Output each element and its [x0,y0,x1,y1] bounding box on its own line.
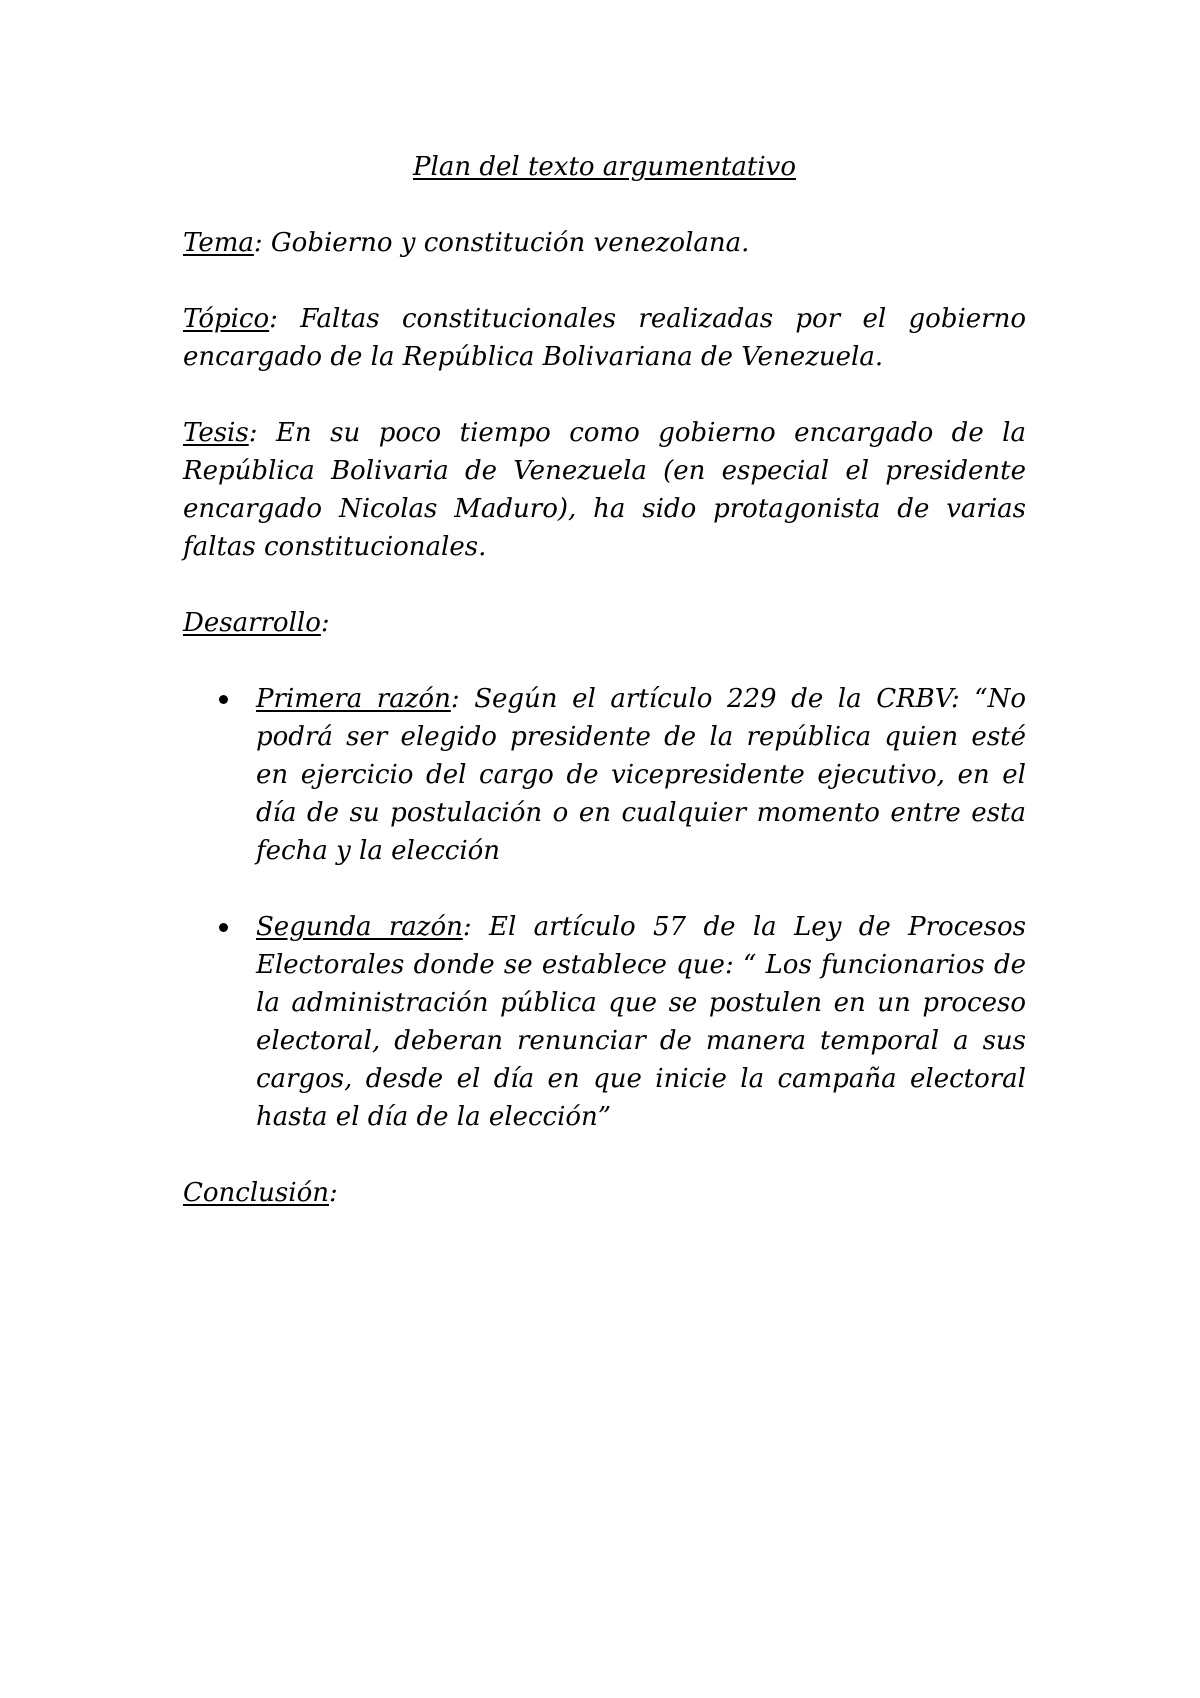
tema-label: Tema [183,228,254,258]
reason-text: Según el artículo 229 de la CRBV: “No podrá ser elegido presidente de la república quien esté en ejercicio del cargo de vicepresidente ejecutivo, en el día de su postulación o en cualquier momento entre esta fecha y la elección [256,684,1026,866]
tesis-paragraph: Tesis: En su poco tiempo como gobierno encargado de la República Bolivaria de Venezuela (en especial el presidente encargado Nicolas Maduro), ha sido protagonista de varias faltas constitucionales. [183,418,1026,562]
desarrollo-label: Desarrollo [183,608,321,638]
desarrollo-list [183,680,1026,1136]
topico-text: Faltas constitucionales realizadas por el gobierno encargado de la República Bolivariana de Venezuela. [183,304,1026,372]
tema-text: Gobierno y constitución venezolana. [270,228,750,258]
topico-paragraph: Tópico: Faltas constitucionales realizadas por el gobierno encargado de la República Bolivariana de Venezuela. [183,304,1026,372]
topico-label: Tópico [183,304,270,334]
conclusion-heading: Conclusión: [183,1178,338,1208]
tema-paragraph: Tema: Gobierno y constitución venezolana. [183,228,750,258]
reason-label: Primera razón [256,684,451,714]
reason-text: El artículo 57 de la Ley de Procesos Electorales donde se establece que: “ Los funcionarios de la administración pública que se postulen en un proceso electoral, deberan renunciar de manera temporal a sus cargos, desde el día en que inicie la campaña electoral hasta el día de la elección” [256,912,1027,1132]
document-body [183,148,1026,1250]
tesis-label: Tesis [183,418,249,448]
bullet-icon [219,923,228,932]
reason-label: Segunda razón [256,912,463,942]
desarrollo-heading: Desarrollo: [183,608,330,638]
list-item: Primera razón: Según el artículo 229 de la CRBV: “No podrá ser elegido presidente de la república quien esté en ejercicio del cargo de vicepresidente ejecutivo, en el día de su postulación o en cualquier momento entre esta fecha y la elección [183,680,1026,870]
bullet-icon [219,695,228,704]
tesis-text: En su poco tiempo como gobierno encargado de la República Bolivaria de Venezuela (en especial el presidente encargado Nicolas Maduro), ha sido protagonista de varias faltas constitucionales. [183,418,1026,562]
document-title: Plan del texto argumentativo [413,152,796,182]
conclusion-label: Conclusión [183,1178,329,1208]
list-item: Segunda razón: El artículo 57 de la Ley de Procesos Electorales donde se establece que: “ Los funcionarios de la administración pública que se postulen en un proceso electoral, deberan renunciar de manera temporal a sus cargos, desde el día en que inicie la campaña electoral hasta el día de la elección” [183,908,1026,1136]
